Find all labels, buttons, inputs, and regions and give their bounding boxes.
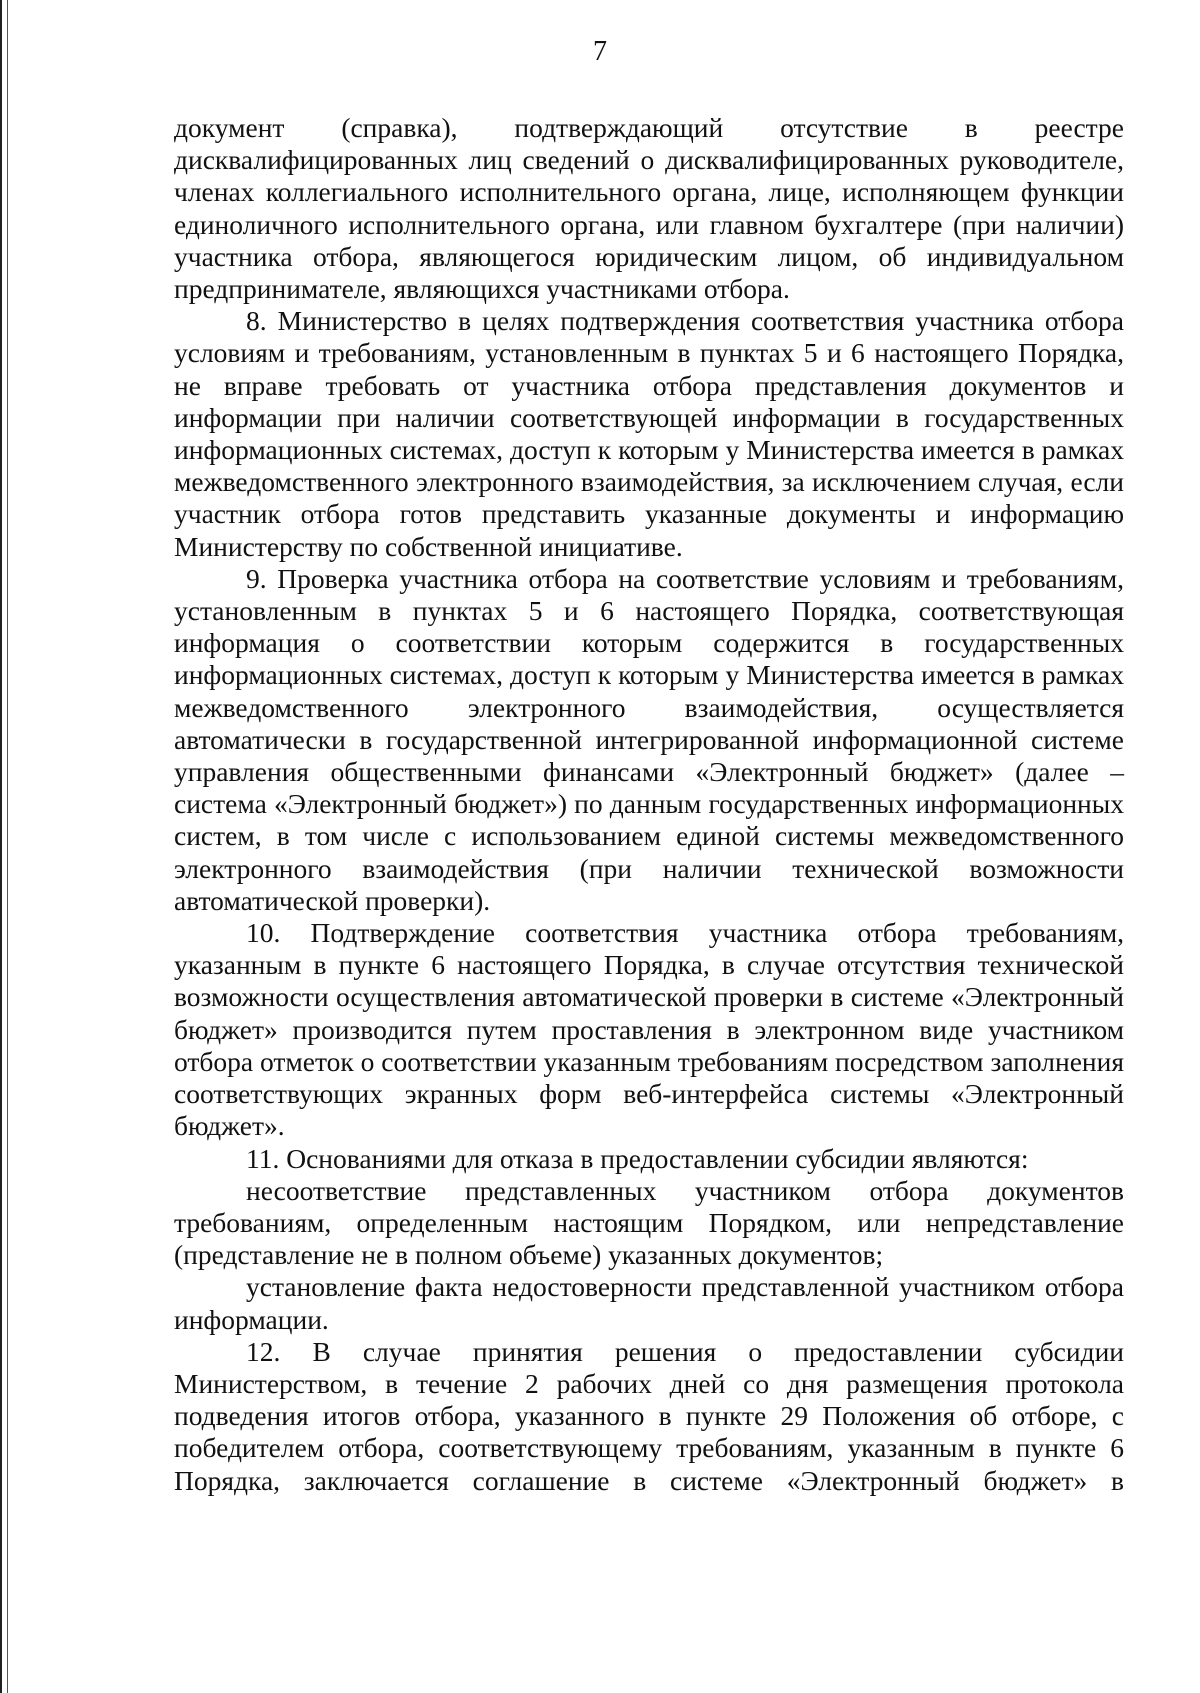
paragraph-refusal-ground-2: установление факта недостоверности представленной участником отбора информации. xyxy=(174,1271,1124,1335)
document-body xyxy=(174,112,1124,1497)
paragraph-item-10: 10. Подтверждение соответствия участника отбора требованиям, указанным в пункте 6 настоящего Порядка, в случае отсутствия технической возможности осуществления автоматической проверки в системе «Электронный бюджет» производится путем проставления в электронном виде участником отбора отметок о соответствии указанным требованиям посредством заполнения соответствующих экранных форм веб-интерфейса системы «Электронный бюджет». xyxy=(174,917,1124,1142)
page-number: 7 xyxy=(593,36,607,67)
paragraph-item-11: 11. Основаниями для отказа в предоставлении субсидии являются: xyxy=(246,1142,1029,1174)
paragraph-refusal-ground-1: несоответствие представленных участником отбора документов требованиям, определенным настоящим Порядком, или непредставление (представление не в полном объеме) указанных документов; xyxy=(174,1174,1124,1271)
paragraph-continuation: документ (справка), подтверждающий отсутствие в реестре дисквалифицированных лиц сведений о дисквалифицированных руководителе, членах коллегиального исполнительного органа, лице, исполняющем функции единоличного исполнительного органа, или главном бухгалтере (при наличии) участника отбора, являющегося юридическим лицом, об индивидуальном предпринимателе, являющихся участниками отбора. xyxy=(174,112,1124,305)
paragraph-item-9: 9. Проверка участника отбора на соответствие условиям и требованиям, установленным в пунктах 5 и 6 настоящего Порядка, соответствующая информация о соответствии которым содержится в государственных информационных системах, доступ к которым у Министерства имеется в рамках межведомственного электронного взаимодействия, осуществляется автоматически в государственной интегрированной информационной системе управления общественными финансами «Электронный бюджет» (далее – система «Электронный бюджет») по данным государственных информационных систем, в том числе с использованием единой системы межведомственного электронного взаимодействия (при наличии технической возможности автоматической проверки). xyxy=(174,562,1124,916)
paragraph-item-8: 8. Министерство в целях подтверждения соответствия участника отбора условиям и требованиям, установленным в пунктах 5 и 6 настоящего Порядка, не вправе требовать от участника отбора представления документов и информации при наличии соответствующей информации в государственных информационных системах, доступ к которым у Министерства имеется в рамках межведомственного электронного взаимодействия, за исключением случая, если участник отбора готов представить указанные документы и информацию Министерству по собственной инициативе. xyxy=(174,305,1124,562)
scan-edge xyxy=(0,0,10,1693)
paragraph-item-12: 12. В случае принятия решения о предоставлении субсидии Министерством, в течение 2 рабочих дней со дня размещения протокола подведения итогов отбора, указанного в пункте 29 Положения об отборе, с победителем отбора, соответствующему требованиям, указанным в пункте 6 Порядка, заключается соглашение в системе «Электронный бюджет» в xyxy=(174,1335,1124,1496)
